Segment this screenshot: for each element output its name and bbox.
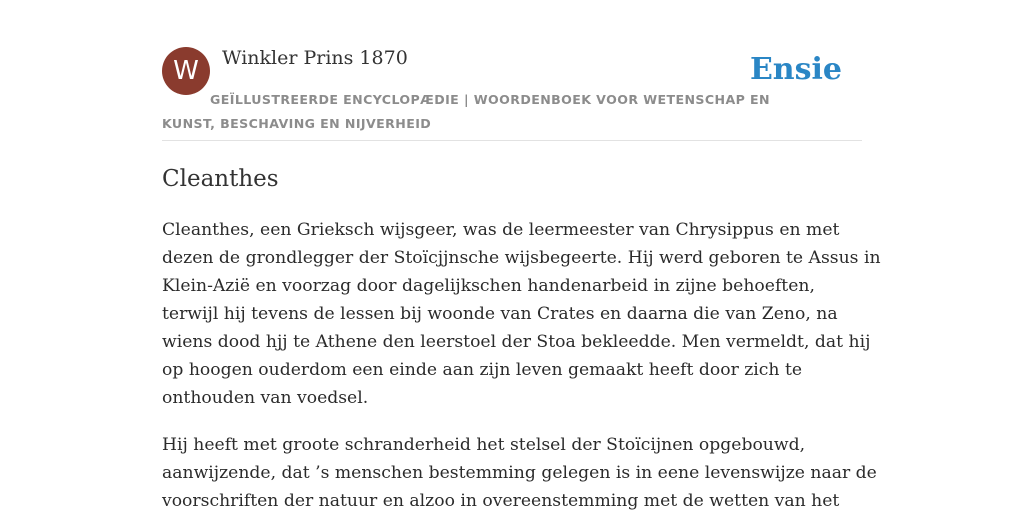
- ensie-logo-link[interactable]: Ensie: [749, 52, 842, 87]
- article-paragraph-2: [162, 431, 877, 512]
- text-line: op hoogen ouderdom een einde aan zijn leven gemaakt heeft door zich te: [162, 360, 803, 380]
- source-avatar[interactable]: W: [162, 47, 210, 95]
- text-line: voorschriften der natuur en alzoo in overeenstemming met de wetten van het: [162, 491, 840, 511]
- page: [162, 0, 881, 512]
- article-title: Cleanthes: [162, 166, 279, 192]
- source-title-link[interactable]: Winkler Prins 1870: [222, 47, 408, 69]
- article-body: [162, 216, 881, 512]
- text-line: Klein-Azië en voorzag door dagelijkschen handenarbeid in zijne behoeften,: [162, 276, 815, 296]
- source-subtitle: GEÏLLUSTREERDE ENCYCLOPÆDIE | WOORDENBOEK VOOR WETENSCHAP EN KUNST, BESCHAVING EN NIJVERHEID: [162, 92, 770, 131]
- text-line: wiens dood hjj te Athene den leerstoel der Stoa bekleedde. Men vermeldt, dat hij: [162, 332, 871, 352]
- text-line: terwijl hij tevens de lessen bij woonde van Crates en daarna die van Zeno, na: [162, 304, 838, 324]
- text-line: Hij heeft met groote schranderheid het stelsel der Stoïcijnen opgebouwd,: [162, 435, 806, 455]
- source-header: [162, 0, 862, 141]
- text-line: Cleanthes, een Grieksch wijsgeer, was de leermeester van Chrysippus en met: [162, 220, 840, 240]
- text-line: dezen de grondlegger der Stoïcjjnsche wijsbegeerte. Hij werd geboren te Assus in: [162, 248, 881, 268]
- article-paragraph-1: [162, 216, 881, 412]
- text-line: aanwijzende, dat ’s menschen bestemming gelegen is in eene levenswijze naar de: [162, 463, 877, 483]
- text-line: onthouden van voedsel.: [162, 388, 369, 408]
